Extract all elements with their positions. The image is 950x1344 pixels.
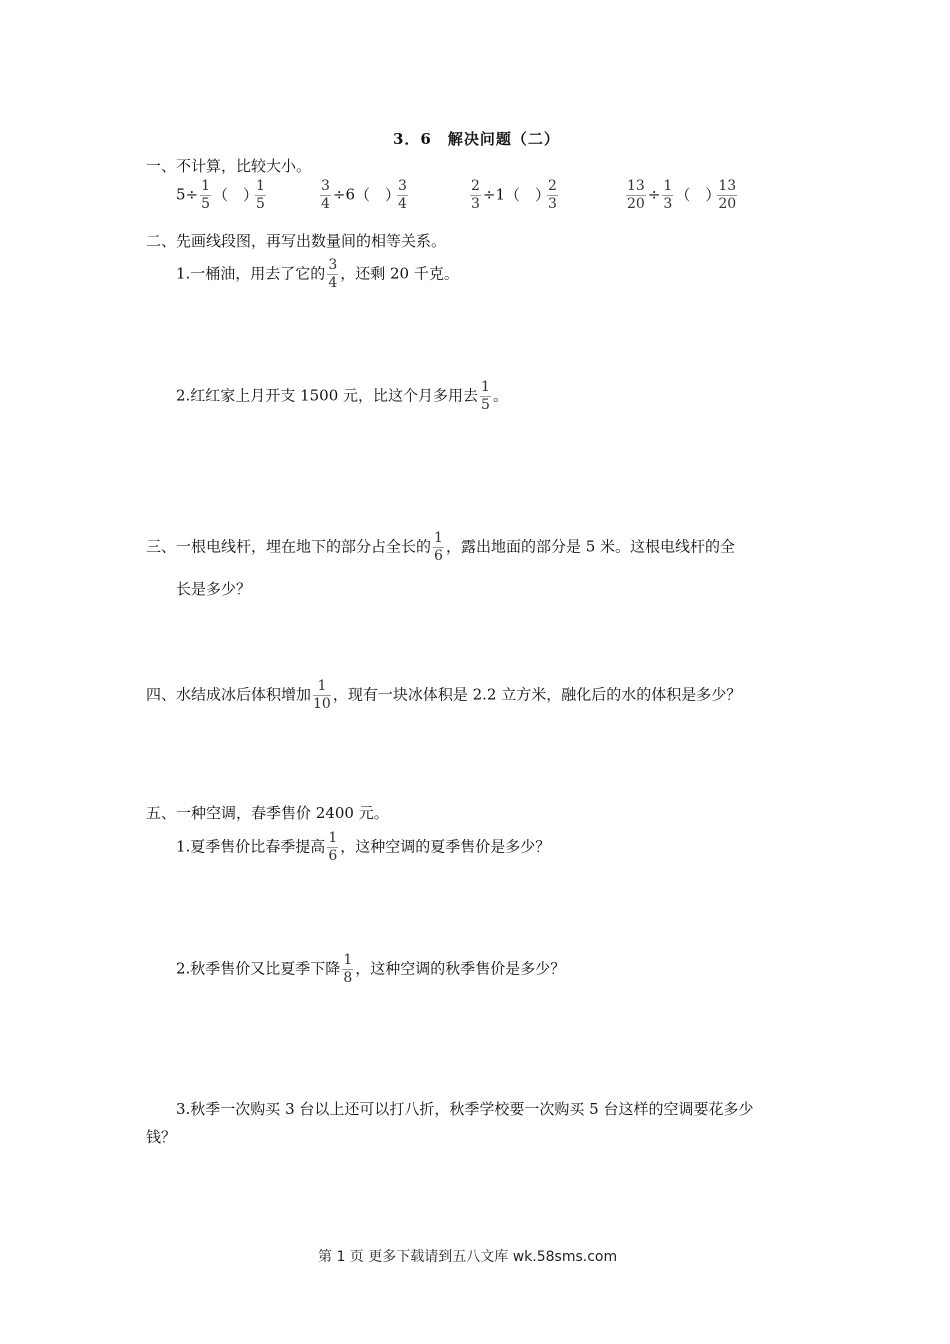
- fraction: $\frac{13}{20}$: [627, 178, 645, 212]
- compare-item-2: [318, 178, 410, 213]
- fraction: $\frac{2}{3}$: [471, 178, 480, 212]
- answer-blank[interactable]: （ ）: [355, 185, 401, 204]
- section-4-question: 四、水结成冰后体积增加 $\frac{1}{10}$ ，现有一块冰体积是 2.2 立方米，融化后的水的体积是多少？: [146, 678, 742, 712]
- fraction: $\frac{1}{10}$: [313, 678, 331, 712]
- compare-item-1: [176, 178, 268, 213]
- section-5-question-2: 2.秋季售价又比夏季下降 $\frac{1}{8}$ ，这种空调的秋季售价是多少？: [176, 952, 566, 986]
- compare-text: ÷1: [482, 185, 506, 204]
- section-2-question-2: 2.红红家上月开支 1500 元，比这个月多用去 $\frac{1}{5}$ 。: [176, 379, 508, 413]
- fraction: $\frac{1}{3}$: [663, 178, 673, 212]
- section-5-heading: 五、一种空调，春季售价 2400 元。: [146, 804, 389, 822]
- compare-item-4: [624, 178, 739, 213]
- fraction: $\frac{1}{5}$: [201, 178, 211, 212]
- section-1-heading: 一、不计算，比较大小。: [146, 157, 312, 175]
- page-title: 3．6 解决问题（二）: [393, 130, 560, 148]
- fraction: $\frac{2}{3}$: [548, 178, 557, 212]
- compare-text: ÷: [647, 185, 661, 204]
- compare-item-3: [468, 178, 560, 213]
- answer-blank[interactable]: （ ）: [213, 185, 259, 204]
- fraction: $\frac{1}{5}$: [256, 178, 265, 212]
- fraction: $\frac{13}{20}$: [718, 178, 737, 212]
- section-5-question-3: 3.秋季一次购买 3 台以上还可以打八折，秋季学校要一次购买 5 台这样的空调要花多少: [176, 1100, 754, 1118]
- fraction: $\frac{1}{5}$: [481, 379, 490, 413]
- fraction: $\frac{1}{6}$: [434, 530, 443, 564]
- answer-blank[interactable]: （ ）: [505, 185, 551, 204]
- compare-text: ÷6: [332, 185, 356, 204]
- fraction: $\frac{1}{6}$: [328, 830, 338, 864]
- answer-blank[interactable]: （ ）: [675, 185, 721, 204]
- section-3-question: 三、一根电线杆，埋在地下的部分占全长的 $\frac{1}{6}$ ，露出地面的部分是 5 米。这根电线杆的全: [146, 530, 736, 564]
- fraction: $\frac{1}{8}$: [343, 952, 353, 986]
- fraction: $\frac{3}{4}$: [328, 257, 338, 291]
- section-2-question-1: 1.一桶油，用去了它的 $\frac{3}{4}$ ，还剩 20 千克。: [176, 257, 459, 291]
- fraction: $\frac{3}{4}$: [321, 178, 330, 212]
- section-5-question-3-line2: 钱？: [146, 1128, 177, 1146]
- page-footer: 第 1 页 更多下载请到五八文库 wk.58sms.com: [318, 1249, 618, 1265]
- section-2-heading: 二、先画线段图，再写出数量间的相等关系。: [146, 232, 447, 250]
- section-5-question-1: 1.夏季售价比春季提高 $\frac{1}{6}$ ，这种空调的夏季售价是多少？: [176, 830, 551, 864]
- fraction: $\frac{3}{4}$: [398, 178, 407, 212]
- compare-text: 5÷: [176, 185, 199, 204]
- section-3-question-line2: 长是多少？: [176, 580, 252, 598]
